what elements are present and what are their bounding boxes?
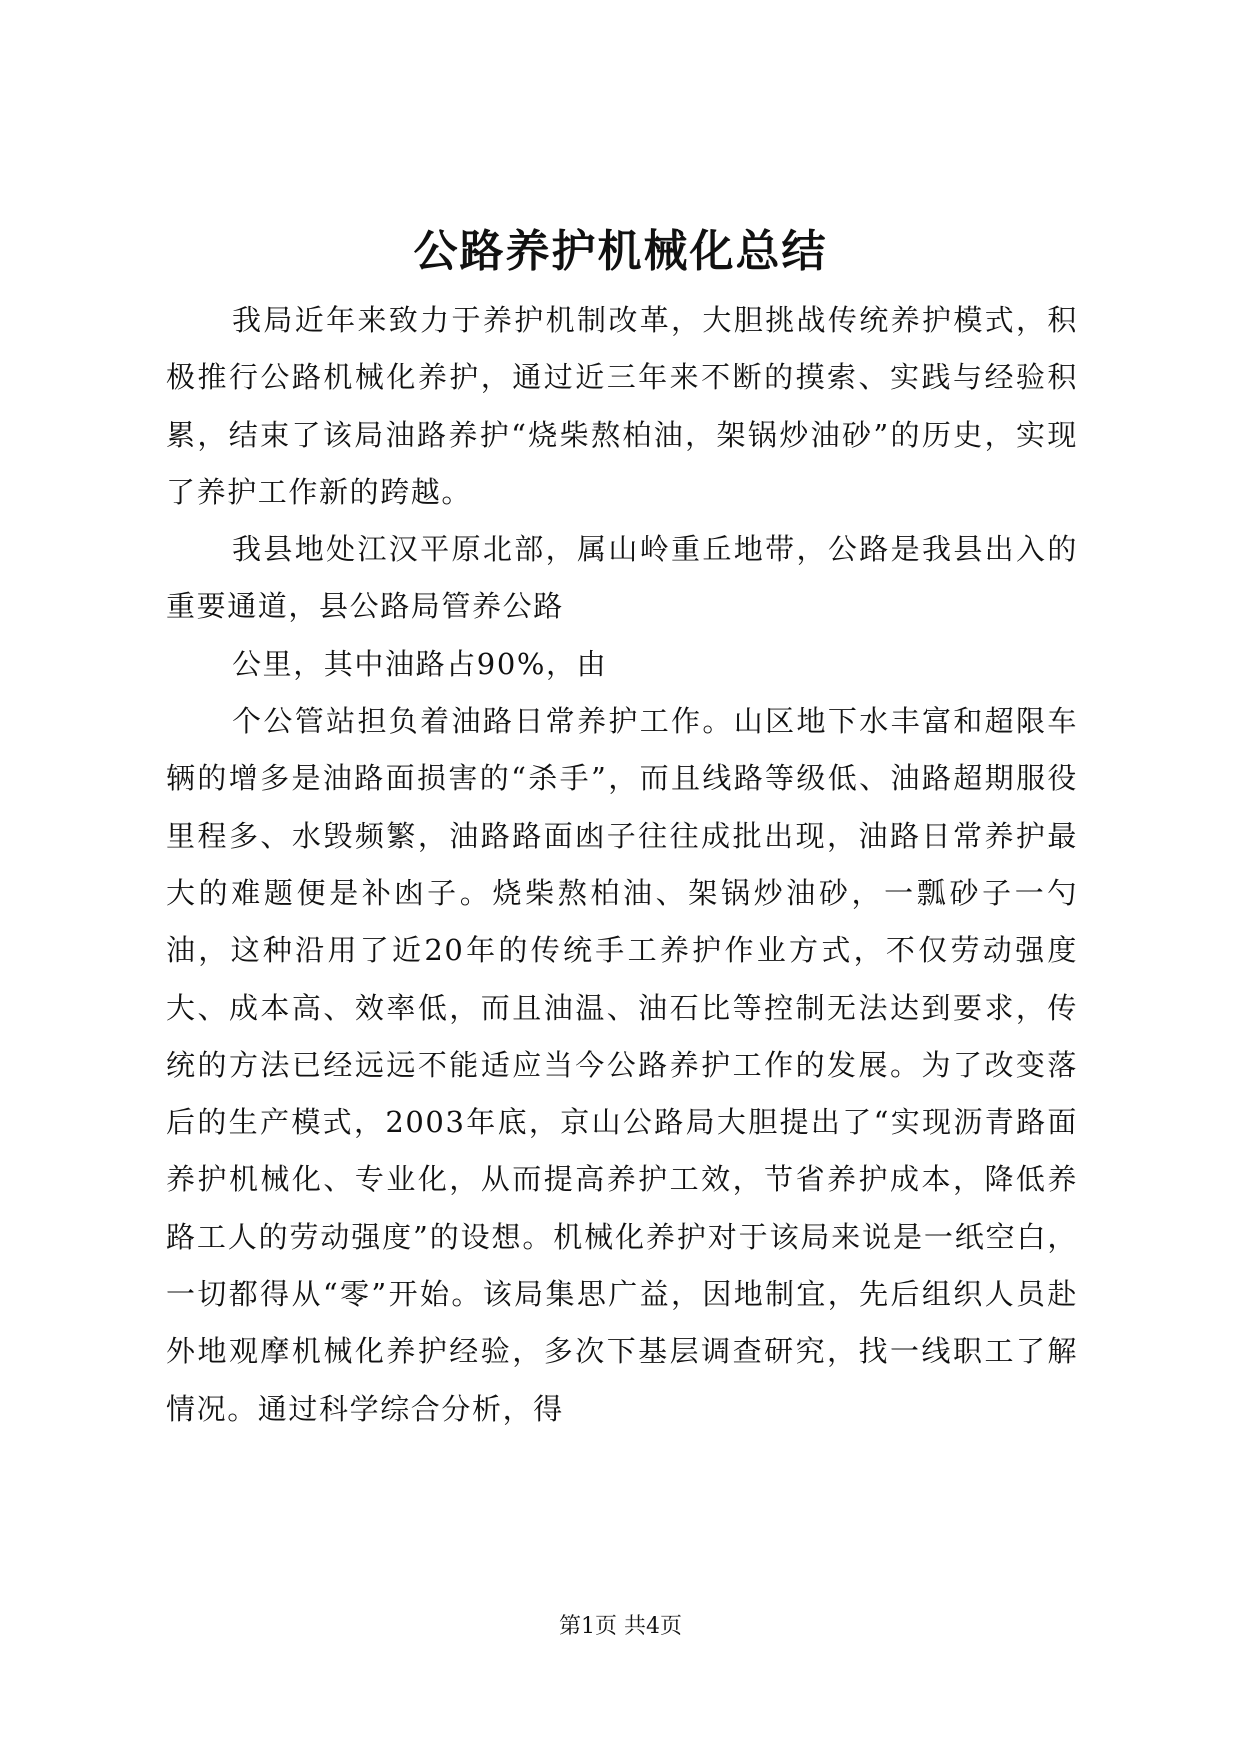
- page-footer: [0, 1612, 1241, 1642]
- page-indicator: 第1页 共4页: [559, 1614, 682, 1639]
- document-body: [166, 292, 1078, 1438]
- paragraph-4: 个公管站担负着油路日常养护工作。山区地下水丰富和超限车辆的增多是油路面损害的“杀手”，而且线路等级低、油路超期服役里程多、水毁频繁，油路路面凼子往往成批出现，油路日常养护最大的难题便是补凼子。烧柴熬柏油、架锅炒油砂，一瓢砂子一勺油，这种沿用了近20年的传统手工养护作业方式，不仅劳动强度大、成本高、效率低，而且油温、油石比等控制无法达到要求，传统的方法已经远远不能适应当今公路养护工作的发展。为了改变落后的生产模式，2003年底，京山公路局大胆提出了“实现沥青路面养护机械化、专业化，从而提高养护工效，节省养护成本，降低养路工人的劳动强度”的设想。机械化养护对于该局来说是一纸空白，一切都得从“零”开始。该局集思广益，因地制宜，先后组织人员赴外地观摩机械化养护经验，多次下基层调查研究，找一线职工了解情况。通过科学综合分析，得: [166, 704, 1078, 1426]
- paragraph-2: 我县地处江汉平原北部，属山岭重丘地带，公路是我县出入的重要通道，县公路局管养公路: [166, 532, 1078, 624]
- paragraph-3: 公里，其中油路占90%，由: [232, 646, 608, 681]
- document-title: 公路养护机械化总结: [413, 226, 828, 277]
- paragraph-1: 我局近年来致力于养护机制改革，大胆挑战传统养护模式，积极推行公路机械化养护，通过近三年来不断的摸索、实践与经验积累，结束了该局油路养护“烧柴熬柏油，架锅炒油砂”的历史，实现了养护工作新的跨越。: [166, 303, 1078, 509]
